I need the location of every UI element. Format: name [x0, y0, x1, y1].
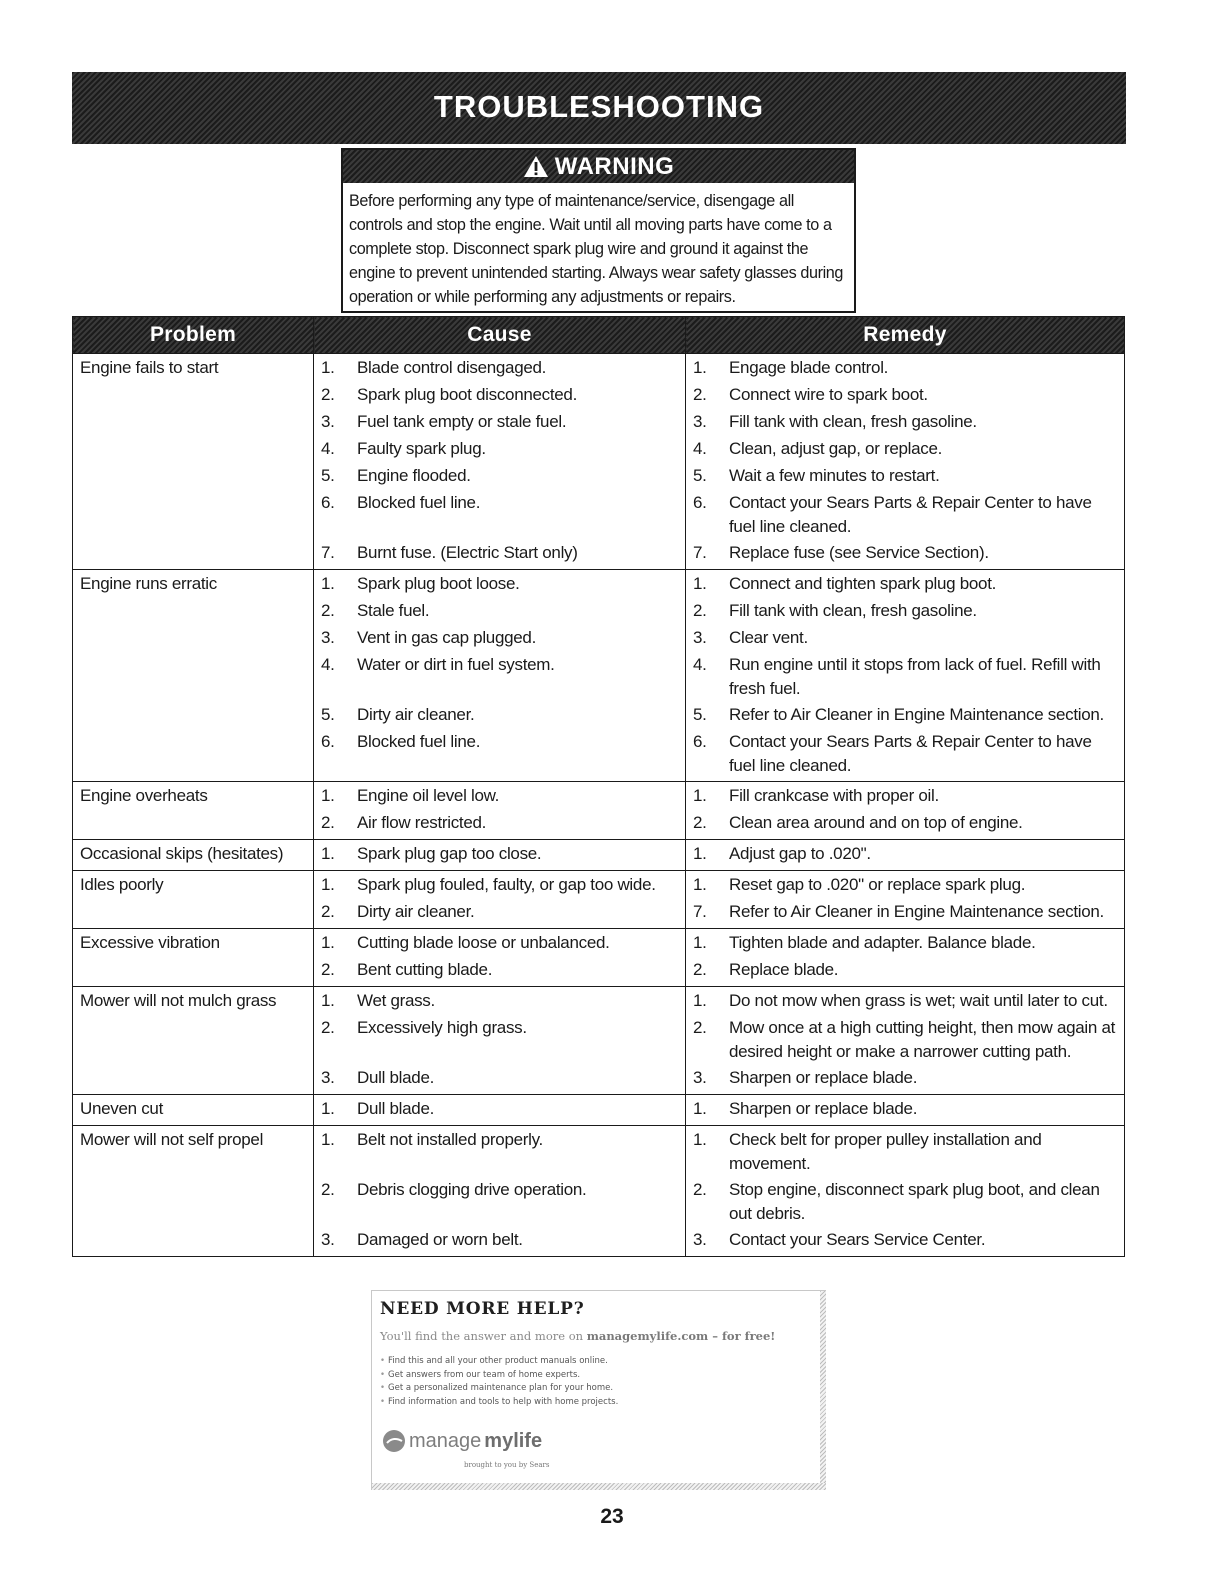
remedy-item: [693, 1128, 1118, 1175]
cause-item: [321, 437, 679, 461]
remedy-item: [693, 1178, 1118, 1225]
cause-item: [321, 784, 679, 808]
item-text: Connect wire to spark boot.: [729, 385, 928, 404]
cause-item: [321, 811, 679, 835]
remedy-item: [693, 958, 1118, 982]
item-text: Connect and tighten spark plug boot.: [729, 574, 997, 593]
item-text: Engage blade control.: [729, 358, 889, 377]
item-number: 4.: [321, 439, 335, 458]
item-text: Spark plug fouled, faulty, or gap too wide.: [357, 875, 656, 894]
remedy-item: [693, 811, 1118, 835]
item-number: 1.: [693, 875, 707, 894]
item-text: Blocked fuel line.: [357, 732, 481, 751]
problem-text: Mower will not mulch grass: [80, 991, 277, 1010]
item-number: 3.: [693, 628, 707, 647]
item-number: 1.: [321, 786, 335, 805]
table-body: [73, 354, 1125, 1257]
remedy-item: [693, 784, 1118, 808]
list-item: • Get answers from our team of home experts.: [380, 1369, 581, 1380]
cause-item: [321, 842, 679, 866]
problem-cell: [73, 1095, 314, 1126]
cause-item: [321, 383, 679, 407]
problem-cell: [73, 1126, 314, 1257]
cause-item: [321, 491, 679, 538]
item-text: Excessively high grass.: [357, 1018, 527, 1037]
help-site-link[interactable]: managemylife.com: [586, 1329, 709, 1343]
item-number: 5.: [321, 705, 335, 724]
cause-item: [321, 464, 679, 488]
remedy-cell: [686, 354, 1125, 570]
item-number: 7.: [693, 902, 707, 921]
item-number: 5.: [693, 466, 707, 485]
item-number: 4.: [321, 655, 335, 674]
item-number: 1.: [321, 991, 335, 1010]
cause-item: [321, 1097, 679, 1121]
item-number: 2.: [321, 1180, 335, 1199]
item-number: 3.: [693, 412, 707, 431]
cause-item: [321, 989, 679, 1013]
item-text: Replace fuse (see Service Section).: [729, 543, 989, 562]
item-number: 2.: [321, 385, 335, 404]
item-number: 4.: [693, 655, 707, 674]
cause-item: [321, 541, 679, 565]
cause-item: [321, 873, 679, 897]
item-text: Engine oil level low.: [357, 786, 500, 805]
cause-cell: [314, 1126, 686, 1257]
item-text: Engine flooded.: [357, 466, 471, 485]
remedy-cell: [686, 570, 1125, 782]
item-text: Fill tank with clean, fresh gasoline.: [729, 412, 977, 431]
item-text: Replace blade.: [729, 960, 839, 979]
item-number: 6.: [321, 732, 335, 751]
item-number: 4.: [693, 439, 707, 458]
table-row: [73, 871, 1125, 929]
cause-cell: [314, 929, 686, 987]
remedy-item: [693, 491, 1118, 538]
problem-text: Idles poorly: [80, 875, 164, 894]
remedy-item: [693, 989, 1118, 1013]
warning-text: Before performing any type of maintenance/service, disengage all controls and stop the engine. Wait until all moving parts have come to a complete stop. Disconnect spark plug wire and ground it against the engine to prevent unintended starting. Always wear safety glasses during operation or while performing any adjustments or repairs.: [349, 192, 844, 306]
remedy-item: [693, 410, 1118, 434]
item-text: Do not mow when grass is wet; wait until later to cut.: [729, 991, 1108, 1010]
help-bullet-list: [380, 1355, 618, 1409]
problem-cell: [73, 782, 314, 840]
item-number: 1.: [693, 991, 707, 1010]
item-number: 2.: [321, 1018, 335, 1037]
problem-text: Engine runs erratic: [80, 574, 217, 593]
cause-item: [321, 572, 679, 596]
problem-text: Engine fails to start: [80, 358, 219, 377]
item-number: 1.: [693, 1099, 707, 1118]
table-row: [73, 354, 1125, 570]
problem-cell: [73, 871, 314, 929]
item-number: 6.: [693, 493, 707, 512]
item-text: Clean, adjust gap, or replace.: [729, 439, 943, 458]
item-number: 1.: [321, 358, 335, 377]
item-number: 5.: [321, 466, 335, 485]
cause-item: [321, 599, 679, 623]
problem-text: Mower will not self propel: [80, 1130, 264, 1149]
item-number: 1.: [693, 358, 707, 377]
item-number: 6.: [693, 732, 707, 751]
page-title: TROUBLESHOOTING: [433, 89, 765, 124]
item-text: Stop engine, disconnect spark plug boot, and clean out debris.: [729, 1180, 1100, 1223]
cause-item: [321, 1228, 679, 1252]
item-text: Sharpen or replace blade.: [729, 1068, 918, 1087]
item-text: Cutting blade loose or unbalanced.: [357, 933, 610, 952]
item-number: 7.: [321, 543, 335, 562]
item-text: Run engine until it stops from lack of fuel. Refill with fresh fuel.: [729, 655, 1101, 698]
remedy-item: [693, 626, 1118, 650]
item-text: Water or dirt in fuel system.: [357, 655, 555, 674]
item-text: Fuel tank empty or stale fuel.: [357, 412, 567, 431]
troubleshooting-table: [72, 316, 1125, 1257]
remedy-cell: [686, 1126, 1125, 1257]
problem-text: Occasional skips (hesitates): [80, 844, 284, 863]
table-header-row: [73, 317, 1125, 354]
help-subtitle-prefix: You'll find the answer and more on: [380, 1329, 587, 1343]
remedy-cell: [686, 1095, 1125, 1126]
item-text: Blocked fuel line.: [357, 493, 481, 512]
globe-logo-icon: [382, 1429, 406, 1453]
cause-item: [321, 1016, 679, 1063]
item-text: Belt not installed properly.: [357, 1130, 543, 1149]
cause-item: [321, 900, 679, 924]
warning-box: [341, 148, 856, 313]
item-text: Dull blade.: [357, 1099, 435, 1118]
item-text: Fill tank with clean, fresh gasoline.: [729, 601, 977, 620]
logo-text-bold: mylife: [484, 1429, 543, 1452]
item-number: 1.: [321, 1099, 335, 1118]
item-number: 2.: [693, 601, 707, 620]
cause-item: [321, 356, 679, 380]
remedy-item: [693, 653, 1118, 700]
item-number: 1.: [693, 574, 707, 593]
page-number: 23: [600, 1505, 624, 1528]
item-text: Stale fuel.: [357, 601, 430, 620]
cause-cell: [314, 782, 686, 840]
cause-item: [321, 410, 679, 434]
cause-cell: [314, 840, 686, 871]
table-row: [73, 840, 1125, 871]
item-number: 1.: [693, 1130, 707, 1149]
item-number: 2.: [693, 1180, 707, 1199]
item-text: Spark plug boot disconnected.: [357, 385, 578, 404]
table-row: [73, 782, 1125, 840]
item-text: Check belt for proper pulley installation and movement.: [729, 1130, 1042, 1173]
cause-item: [321, 626, 679, 650]
remedy-item: [693, 599, 1118, 623]
item-text: Contact your Sears Service Center.: [729, 1230, 986, 1249]
remedy-item: [693, 356, 1118, 380]
item-number: 3.: [321, 628, 335, 647]
problem-text: Uneven cut: [80, 1099, 163, 1118]
cause-cell: [314, 871, 686, 929]
logo-text-light: manage: [409, 1429, 482, 1452]
item-text: Fill crankcase with proper oil.: [729, 786, 939, 805]
help-subtitle: [380, 1329, 775, 1343]
item-number: 2.: [693, 813, 707, 832]
item-number: 1.: [321, 844, 335, 863]
cause-item: [321, 730, 679, 777]
item-number: 2.: [693, 960, 707, 979]
cause-item: [321, 1178, 679, 1225]
header-cause: Cause: [314, 317, 686, 354]
item-text: Wet grass.: [357, 991, 435, 1010]
remedy-item: [693, 873, 1118, 897]
item-number: 2.: [321, 601, 335, 620]
item-text: Blade control disengaged.: [357, 358, 547, 377]
item-text: Contact your Sears Parts & Repair Center to have fuel line cleaned.: [729, 732, 1092, 775]
problem-text: Engine overheats: [80, 786, 208, 805]
remedy-cell: [686, 840, 1125, 871]
remedy-item: [693, 931, 1118, 955]
remedy-item: [693, 464, 1118, 488]
item-number: 1.: [693, 844, 707, 863]
item-text: Refer to Air Cleaner in Engine Maintenance section.: [729, 705, 1104, 724]
help-subtitle-suffix: – for free!: [708, 1329, 776, 1343]
item-text: Dirty air cleaner.: [357, 902, 475, 921]
item-text: Refer to Air Cleaner in Engine Maintenance section.: [729, 902, 1104, 921]
item-number: 3.: [321, 1230, 335, 1249]
item-number: 2.: [693, 385, 707, 404]
remedy-item: [693, 383, 1118, 407]
list-item: • Find this and all your other product manuals online.: [380, 1356, 608, 1366]
remedy-item: [693, 1016, 1118, 1063]
header-remedy: Remedy: [686, 317, 1125, 354]
troubleshooting-banner: [72, 72, 1126, 144]
item-text: Clear vent.: [729, 628, 808, 647]
item-number: 3.: [693, 1230, 707, 1249]
item-number: 2.: [693, 1018, 707, 1037]
item-text: Adjust gap to .020".: [729, 844, 871, 863]
table-row: [73, 987, 1125, 1095]
table-row: [73, 1095, 1125, 1126]
cause-item: [321, 931, 679, 955]
remedy-item: [693, 842, 1118, 866]
list-item: • Find information and tools to help with home projects.: [380, 1396, 619, 1407]
item-text: Tighten blade and adapter. Balance blade.: [729, 933, 1036, 952]
cause-cell: [314, 570, 686, 782]
cause-cell: [314, 987, 686, 1095]
item-text: Damaged or worn belt.: [357, 1230, 523, 1249]
problem-cell: [73, 987, 314, 1095]
table-row: [73, 570, 1125, 782]
item-number: 3.: [693, 1068, 707, 1087]
warning-header: [343, 150, 854, 183]
item-text: Spark plug gap too close.: [357, 844, 542, 863]
remedy-item: [693, 730, 1118, 777]
remedy-item: [693, 1228, 1118, 1252]
help-title: NEED MORE HELP?: [380, 1299, 585, 1319]
need-more-help-box: [371, 1290, 826, 1490]
item-text: Clean area around and on top of engine.: [729, 813, 1023, 832]
item-text: Debris clogging drive operation.: [357, 1180, 587, 1199]
brought-by-sears: brought to you by Sears: [464, 1461, 550, 1469]
managemylife-logo: [382, 1429, 542, 1453]
item-number: 5.: [693, 705, 707, 724]
table-row: [73, 929, 1125, 987]
item-number: 7.: [693, 543, 707, 562]
item-number: 1.: [693, 933, 707, 952]
cause-item: [321, 1066, 679, 1090]
header-problem: Problem: [73, 317, 314, 354]
remedy-cell: [686, 871, 1125, 929]
remedy-cell: [686, 929, 1125, 987]
remedy-cell: [686, 782, 1125, 840]
item-number: 2.: [321, 960, 335, 979]
cause-item: [321, 653, 679, 700]
item-number: 1.: [321, 875, 335, 894]
cause-item: [321, 958, 679, 982]
warning-triangle-icon: [523, 155, 549, 178]
problem-text: Excessive vibration: [80, 933, 220, 952]
item-text: Burnt fuse. (Electric Start only): [357, 543, 578, 562]
cause-cell: [314, 354, 686, 570]
item-number: 1.: [693, 786, 707, 805]
item-text: Vent in gas cap plugged.: [357, 628, 537, 647]
cause-item: [321, 703, 679, 727]
problem-cell: [73, 354, 314, 570]
remedy-item: [693, 900, 1118, 924]
problem-cell: [73, 840, 314, 871]
remedy-item: [693, 541, 1118, 565]
item-text: Spark plug boot loose.: [357, 574, 520, 593]
item-number: 1.: [321, 574, 335, 593]
cause-cell: [314, 1095, 686, 1126]
item-number: 1.: [321, 1130, 335, 1149]
item-number: 1.: [321, 933, 335, 952]
remedy-item: [693, 1097, 1118, 1121]
item-text: Dirty air cleaner.: [357, 705, 475, 724]
item-number: 6.: [321, 493, 335, 512]
item-text: Bent cutting blade.: [357, 960, 493, 979]
warning-title: WARNING: [554, 152, 675, 180]
item-number: 3.: [321, 412, 335, 431]
remedy-item: [693, 703, 1118, 727]
remedy-cell: [686, 987, 1125, 1095]
item-number: 2.: [321, 902, 335, 921]
item-text: Dull blade.: [357, 1068, 435, 1087]
item-text: Reset gap to .020" or replace spark plug.: [729, 875, 1026, 894]
item-text: Contact your Sears Parts & Repair Center to have fuel line cleaned.: [729, 493, 1092, 536]
item-text: Wait a few minutes to restart.: [729, 466, 940, 485]
remedy-item: [693, 1066, 1118, 1090]
problem-cell: [73, 570, 314, 782]
table-row: [73, 1126, 1125, 1257]
cause-item: [321, 1128, 679, 1175]
item-text: Sharpen or replace blade.: [729, 1099, 918, 1118]
item-text: Mow once at a high cutting height, then mow again at desired height or make a narrower cutting path.: [729, 1018, 1116, 1061]
remedy-item: [693, 572, 1118, 596]
item-text: Air flow restricted.: [357, 813, 487, 832]
item-number: 3.: [321, 1068, 335, 1087]
list-item: • Get a personalized maintenance plan for your home.: [380, 1383, 614, 1393]
item-number: 2.: [321, 813, 335, 832]
item-text: Faulty spark plug.: [357, 439, 486, 458]
problem-cell: [73, 929, 314, 987]
remedy-item: [693, 437, 1118, 461]
